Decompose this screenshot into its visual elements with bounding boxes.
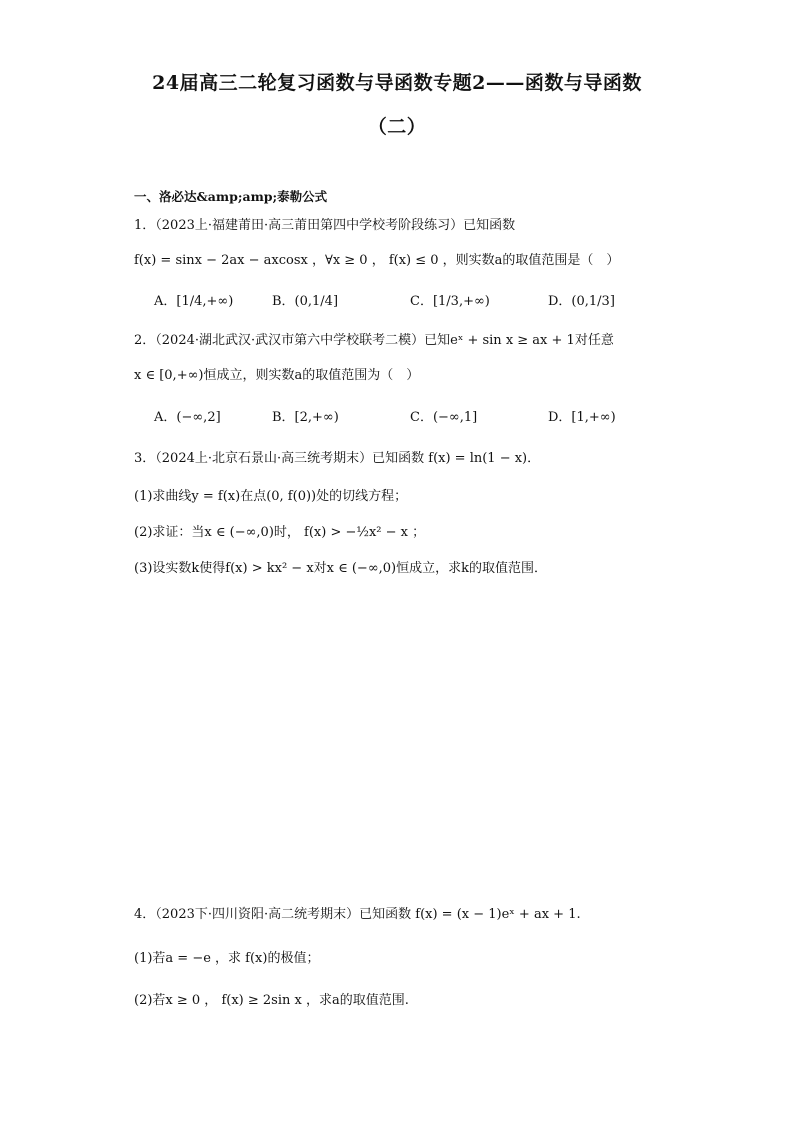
question-3-stem: 3．（2024上·北京石景山·高三统考期末）已知函数 f(x) = ln(1 − x)． (134, 451, 541, 466)
question-2-option-b: B．[2,+∞) (272, 410, 339, 425)
question-3-part-2: (2)求证：当x ∈ (−∞,0)时， f(x) > −½x² − x ； (134, 525, 426, 540)
question-2-condition: x ∈ [0,+∞)恒成立，则实数a的取值范围为（ ） (134, 368, 420, 383)
question-2-option-c: C．(−∞,1] (410, 410, 478, 425)
question-1-option-d: D．(0,1/3] (548, 294, 615, 309)
question-3-part-1: (1)求曲线y = f(x)在点(0, f(0))处的切线方程； (134, 489, 408, 504)
question-1-stem: 1．（2023上·福建莆田·高三莆田第四中学校考阶段练习）已知函数 (134, 218, 516, 233)
question-4-part-2: (2)若x ≥ 0 ， f(x) ≥ 2sin x ，求a的取值范围. (134, 993, 409, 1008)
question-3-part-3: (3)设实数k使得f(x) > kx² − x对x ∈ (−∞,0)恒成立，求k的取值范围． (134, 561, 548, 576)
question-1-option-b: B．(0,1/4] (272, 294, 339, 309)
question-4-stem: 4．（2023下·四川资阳·高二统考期末）已知函数 f(x) = (x − 1)eˣ + ax + 1. (134, 907, 581, 922)
question-4-part-1: (1)若a = −e ，求 f(x)的极值； (134, 951, 320, 966)
question-1-option-a: A．[1/4,+∞) (154, 294, 234, 309)
question-1-option-c: C．[1/3,+∞) (410, 294, 490, 309)
question-1-condition: f(x) = sinx − 2ax − axcosx ，∀x ≥ 0 ， f(x) ≤ 0 ，则实数a的取值范围是（ ） (134, 253, 620, 268)
question-2-option-d: D．[1,+∞) (548, 410, 616, 425)
document-title-continued: （二） (367, 116, 427, 138)
question-2-stem: 2．（2024·湖北武汉·武汉市第六中学校联考二模）已知eˣ + sin x ≥ ax + 1对任意 (134, 333, 614, 348)
section-heading: 一、洛必达&amp;amp;泰勒公式 (134, 189, 328, 204)
question-2-option-a: A．(−∞,2] (154, 410, 221, 425)
document-title: 24届高三二轮复习函数与导函数专题2——函数与导函数 (152, 72, 642, 94)
